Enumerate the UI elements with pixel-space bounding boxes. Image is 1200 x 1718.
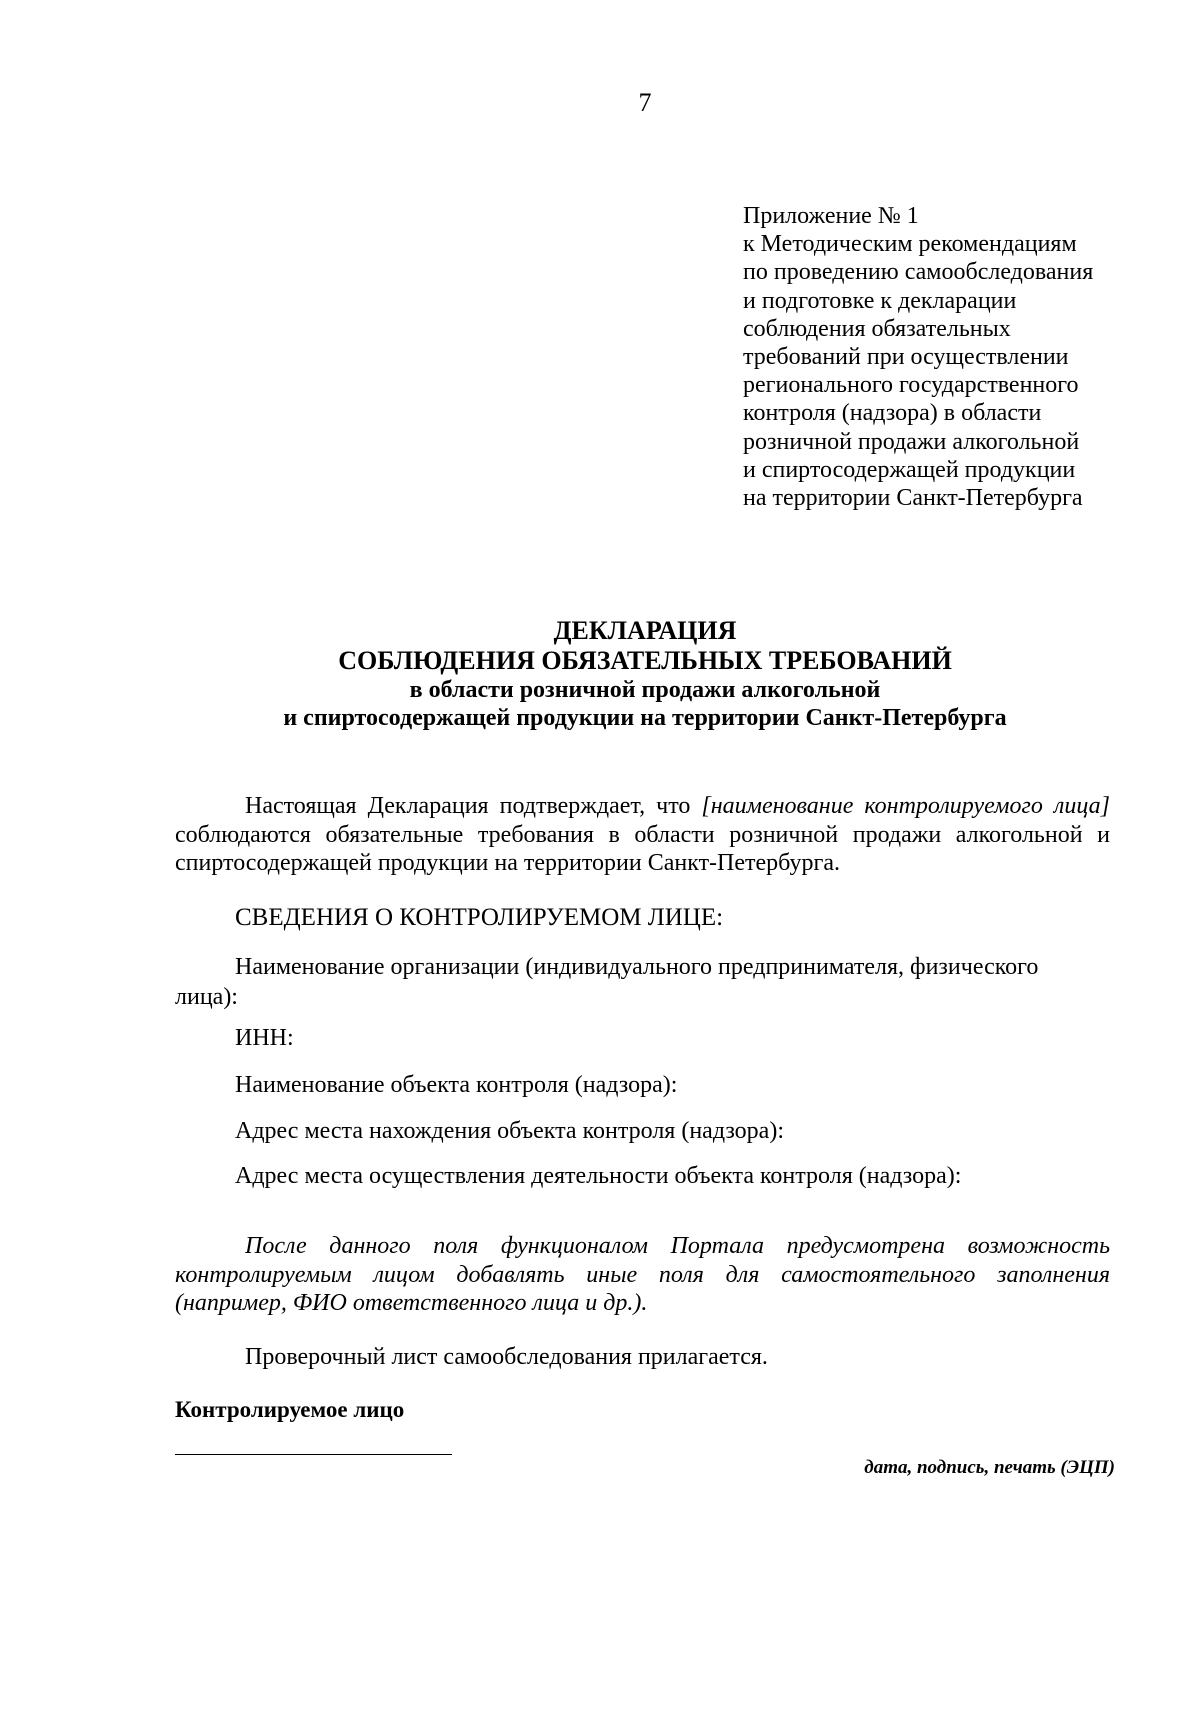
page-number: 7 bbox=[638, 88, 652, 117]
title-line: СОБЛЮДЕНИЯ ОБЯЗАТЕЛЬНЫХ ТРЕБОВАНИЙ bbox=[338, 646, 952, 675]
document-title bbox=[0, 616, 1200, 732]
appendix-line: и спиртосодержащей продукции bbox=[743, 456, 1076, 483]
appendix-line: контроля (надзора) в области bbox=[743, 400, 1042, 427]
appendix-line: и подготовке к декларации bbox=[743, 287, 1017, 314]
title-line: и спиртосодержащей продукции на территории Санкт-Петербурга bbox=[283, 705, 1007, 731]
title-line: в области розничной продажи алкогольной bbox=[409, 677, 881, 703]
controlled-person-placeholder: [наименование контролируемого лица] bbox=[701, 793, 1110, 819]
appendix-reference bbox=[743, 202, 1163, 512]
intro-paragraph bbox=[175, 792, 1110, 878]
appendix-line: к Методическим рекомендациям bbox=[743, 231, 1077, 258]
field-activity-address: Адрес места осуществления деятельности объекта контроля (надзора): bbox=[235, 1163, 962, 1189]
checklist-statement: Проверочный лист самообследования прилагается. bbox=[245, 1344, 768, 1370]
appendix-line: розничной продажи алкогольной bbox=[743, 428, 1080, 455]
appendix-line: соблюдения обязательных bbox=[743, 315, 1011, 342]
field-object-name: Наименование объекта контроля (надзора): bbox=[235, 1072, 678, 1098]
signature-line bbox=[175, 1454, 452, 1455]
signature-caption: дата, подпись, печать (ЭЦП) bbox=[864, 1457, 1115, 1478]
appendix-line: требований при осуществлении bbox=[743, 344, 1069, 371]
portal-note: После данного поля функционалом Портала предусмотрена возможность контролируемым лицом добавлять иные поля для самостоятельного заполнения (например, ФИО ответственного лица и др.). bbox=[175, 1233, 1110, 1316]
title-line: ДЕКЛАРАЦИЯ bbox=[553, 616, 737, 645]
appendix-line: Приложение № 1 bbox=[743, 203, 919, 229]
appendix-line: по проведению самообследования bbox=[743, 259, 1094, 286]
intro-text: Настоящая Декларация подтверждает, что bbox=[245, 793, 702, 819]
controlled-person-label: Контролируемое лицо bbox=[175, 1397, 405, 1422]
appendix-line: на территории Санкт-Петербурга bbox=[743, 485, 1083, 512]
field-org-name: Наименование организации (индивидуального предпринимателя, физического лица): bbox=[175, 954, 1039, 1010]
section-heading: СВЕДЕНИЯ О КОНТРОЛИРУЕМОМ ЛИЦЕ: bbox=[235, 904, 724, 931]
intro-text: соблюдаются обязательные требования в области розничной продажи алкогольной и спиртосодержащей продукции на территории Санкт-Петербурга. bbox=[175, 821, 1110, 876]
appendix-line: регионального государственного bbox=[743, 372, 1079, 399]
field-inn: ИНН: bbox=[235, 1025, 294, 1051]
field-object-address: Адрес места нахождения объекта контроля (надзора): bbox=[235, 1118, 784, 1144]
